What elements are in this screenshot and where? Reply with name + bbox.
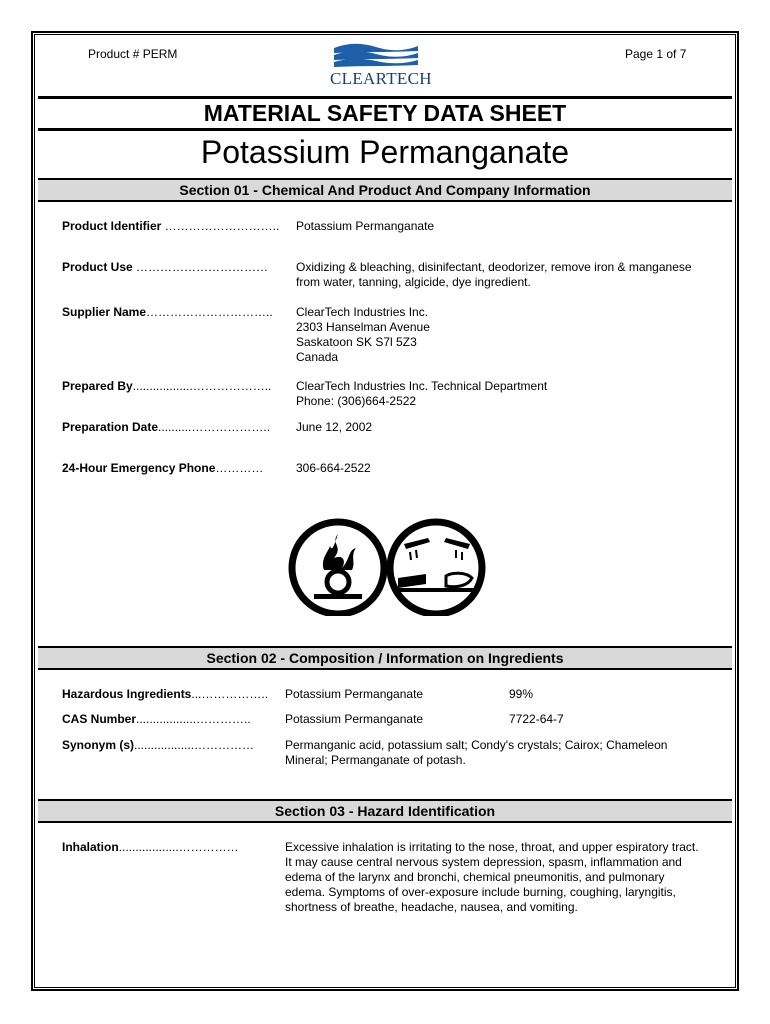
cas-number-label: CAS Number..................…………..: [62, 712, 251, 726]
cas-number-value: 7722-64-7: [509, 712, 564, 726]
emergency-phone-value: 306-664-2522: [296, 461, 371, 475]
document-title: MATERIAL SAFETY DATA SHEET: [203, 100, 567, 126]
preparation-date-label: Preparation Date..........………………..: [62, 420, 271, 434]
cas-ingredient-name: Potassium Permanganate: [285, 712, 424, 726]
preparation-date-value: June 12, 2002: [296, 420, 373, 434]
product-use-label: Product Use ……………………………: [62, 260, 269, 274]
hazardous-ingredient-percent: 99%: [509, 687, 534, 701]
synonyms-label: Synonym (s)..................……………: [62, 738, 255, 752]
cleartech-logo-text: CLEARTECH: [330, 69, 432, 88]
synonyms-value: Permanganic acid, potassium salt; Condy's crystals; Cairox; Chameleon Mineral; Permanganate of potash.: [285, 738, 668, 767]
hazardous-ingredients-label: Hazardous Ingredients...……………..: [62, 687, 269, 701]
product-identifier-label: Product Identifier ………………………..: [62, 219, 280, 233]
chemical-name-title: Potassium Permanganate: [200, 134, 570, 170]
hazardous-ingredient-name: Potassium Permanganate: [285, 687, 424, 701]
hazard-symbols: [286, 516, 486, 616]
supplier-name-label: Supplier Name…………………………..: [62, 305, 273, 319]
title-rule-middle: [38, 128, 732, 131]
corrosive-symbol-icon: [390, 522, 482, 614]
product-number: Product # PERM: [88, 47, 178, 61]
product-use-value: Oxidizing & bleaching, disinifectant, deodorizer, remove iron & manganese from water, tanning, algicide, dye ingredient.: [296, 260, 692, 289]
emergency-phone-label: 24-Hour Emergency Phone…………: [62, 461, 264, 475]
prepared-by-label: Prepared By..................………………..: [62, 379, 272, 393]
supplier-name-value: ClearTech Industries Inc. 2303 Hanselman Avenue Saskatoon SK S7l 5Z3 Canada: [296, 305, 430, 364]
oxidizer-symbol-icon: [292, 522, 384, 614]
inhalation-value: Excessive inhalation is irritating to the nose, throat, and upper espiratory tract. It may cause central nervous system depression, spasm, inflammation and edema of the larynx and bronchi, chemical pneumonitis, and pulmonary edema. Symptoms of over-exposure include burning, coughing, laryngitis, shortness of breathe, headache, nausea, and vomiting.: [285, 840, 699, 914]
section-01-heading: Section 01 - Chemical And Product And Company Information: [38, 178, 732, 202]
section-02-heading: Section 02 - Composition / Information on Ingredients: [38, 646, 732, 670]
page-number: Page 1 of 7: [625, 47, 687, 61]
section-03-heading: Section 03 - Hazard Identification: [38, 799, 732, 823]
inhalation-label: Inhalation..................……………: [62, 840, 239, 854]
prepared-by-value: ClearTech Industries Inc. Technical Department Phone: (306)664-2522: [296, 379, 548, 408]
title-rule-top: [38, 96, 732, 99]
product-identifier-value: Potassium Permanganate: [296, 219, 435, 233]
